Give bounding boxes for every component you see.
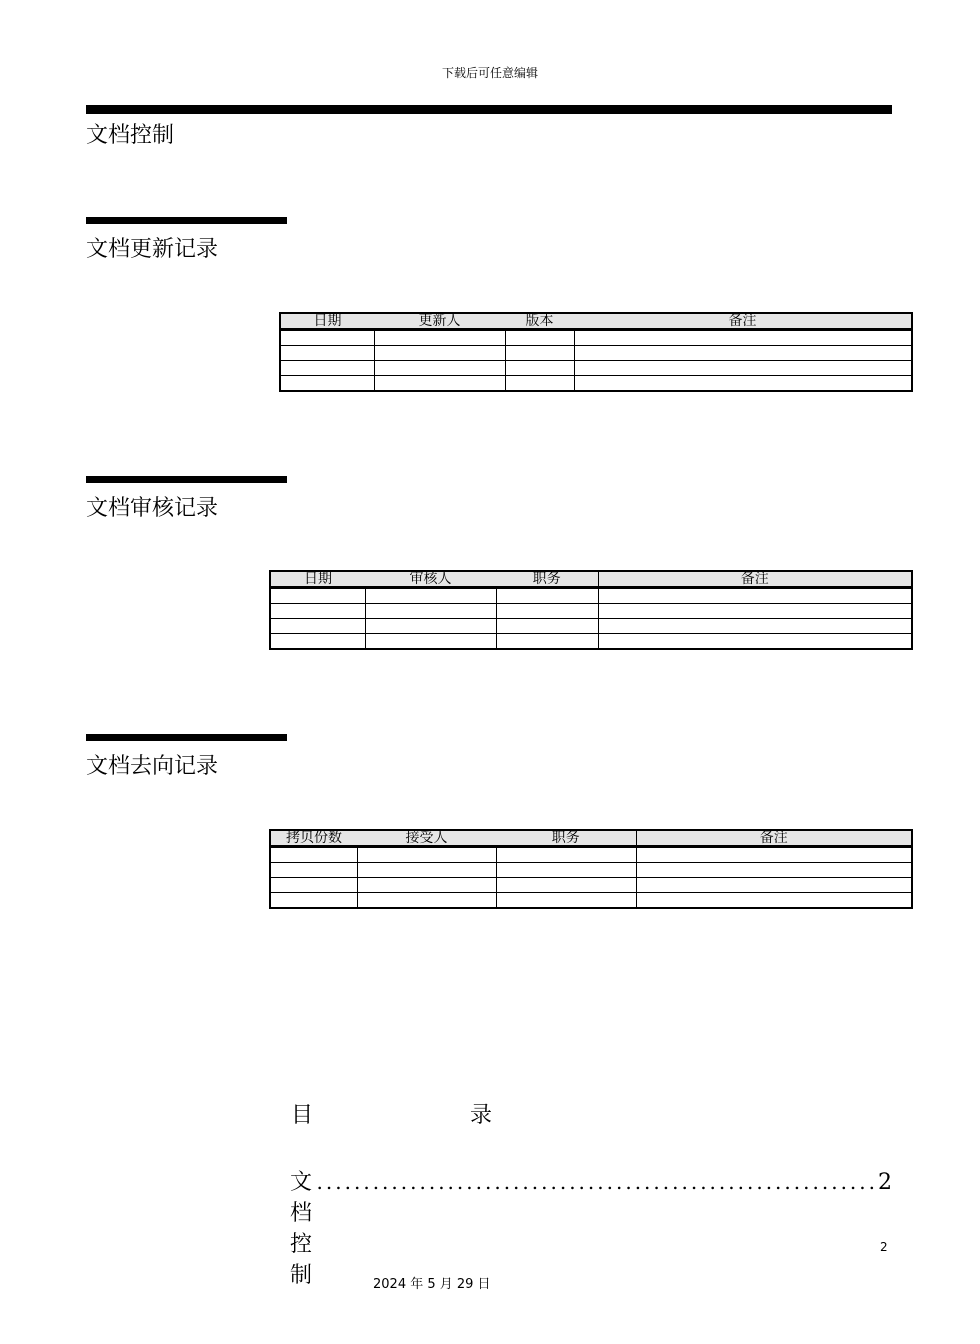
- table-row: [270, 619, 912, 634]
- table-cell: [270, 893, 357, 909]
- table-row: [270, 893, 912, 909]
- table-cell: [374, 376, 505, 392]
- table-header-row: [270, 571, 912, 588]
- column-header: 备注: [574, 313, 912, 330]
- table-cell: [270, 619, 365, 634]
- table-cell: [496, 604, 598, 619]
- table-cell: [365, 634, 496, 650]
- table-row: [280, 330, 912, 346]
- toc-entry[interactable]: [290, 1165, 892, 1289]
- table-row: [270, 634, 912, 650]
- column-header: 日期: [270, 571, 365, 588]
- title-rule: [86, 105, 892, 114]
- column-header: 审核人: [365, 571, 496, 588]
- table-header-row: [270, 830, 912, 847]
- toc-entry-label[interactable]: 文档控制: [290, 1170, 313, 1288]
- table-cell: [365, 588, 496, 604]
- table-cell: [636, 893, 912, 909]
- table-cell: [280, 346, 374, 361]
- table-cell: [574, 346, 912, 361]
- table-cell: [496, 588, 598, 604]
- column-header: 备注: [636, 830, 912, 847]
- page-number: 2: [880, 1240, 888, 1254]
- table-cell: [357, 863, 496, 878]
- table-cell: [496, 878, 636, 893]
- table-cell: [270, 588, 365, 604]
- column-header: 版本: [505, 313, 574, 330]
- table-cell: [496, 847, 636, 863]
- table-cell: [636, 878, 912, 893]
- table-cell: [280, 330, 374, 346]
- table-cell: [574, 361, 912, 376]
- toc-title-part2: 录: [470, 1103, 493, 1128]
- table-row: [270, 847, 912, 863]
- table-row: [270, 604, 912, 619]
- table-cell: [598, 588, 912, 604]
- section-rule: [86, 734, 287, 741]
- toc-entry-page[interactable]: 2: [878, 1170, 892, 1195]
- table-cell: [365, 619, 496, 634]
- table-row: [280, 346, 912, 361]
- table-cell: [270, 847, 357, 863]
- section-title-distribution: 文档去向记录: [86, 754, 219, 779]
- table-cell: [598, 634, 912, 650]
- table-cell: [374, 346, 505, 361]
- table-cell: [574, 330, 912, 346]
- table-cell: [357, 878, 496, 893]
- toc-title-part1: 目: [291, 1103, 314, 1128]
- table-cell: [496, 893, 636, 909]
- table-cell: [374, 330, 505, 346]
- table-cell: [598, 604, 912, 619]
- table-cell: [357, 893, 496, 909]
- review-record-table: [269, 570, 913, 650]
- table-cell: [365, 604, 496, 619]
- table-row: [280, 361, 912, 376]
- table-cell: [636, 847, 912, 863]
- table-cell: [496, 619, 598, 634]
- section-rule: [86, 217, 287, 224]
- table-cell: [357, 847, 496, 863]
- table-cell: [374, 361, 505, 376]
- table-cell: [598, 619, 912, 634]
- table-cell: [505, 346, 574, 361]
- section-rule: [86, 476, 287, 483]
- table-cell: [496, 863, 636, 878]
- column-header: 接受人: [357, 830, 496, 847]
- column-header: 更新人: [374, 313, 505, 330]
- table-row: [270, 588, 912, 604]
- table-cell: [636, 863, 912, 878]
- update-record-table: [279, 312, 913, 392]
- table-cell: [574, 376, 912, 392]
- table-row: [280, 376, 912, 392]
- column-header: 备注: [598, 571, 912, 588]
- table-cell: [270, 878, 357, 893]
- column-header: 拷贝份数: [270, 830, 357, 847]
- table-cell: [496, 634, 598, 650]
- toc-leader-dots: ............................................................: [316, 1170, 878, 1194]
- footer-date: 2024 年 5 月 29 日: [373, 1277, 491, 1292]
- section-title-update: 文档更新记录: [86, 237, 219, 262]
- page-title: 文档控制: [86, 123, 175, 148]
- table-cell: [270, 634, 365, 650]
- table-cell: [280, 361, 374, 376]
- table-cell: [505, 376, 574, 392]
- column-header: 日期: [280, 313, 374, 330]
- table-cell: [505, 330, 574, 346]
- table-header-row: [280, 313, 912, 330]
- column-header: 职务: [496, 571, 598, 588]
- header-note: 下载后可任意编辑: [441, 66, 538, 80]
- table-cell: [280, 376, 374, 392]
- column-header: 职务: [496, 830, 636, 847]
- section-title-review: 文档审核记录: [86, 496, 219, 521]
- table-cell: [505, 361, 574, 376]
- distribution-record-table: [269, 829, 913, 909]
- table-cell: [270, 604, 365, 619]
- table-cell: [270, 863, 357, 878]
- table-row: [270, 878, 912, 893]
- table-row: [270, 863, 912, 878]
